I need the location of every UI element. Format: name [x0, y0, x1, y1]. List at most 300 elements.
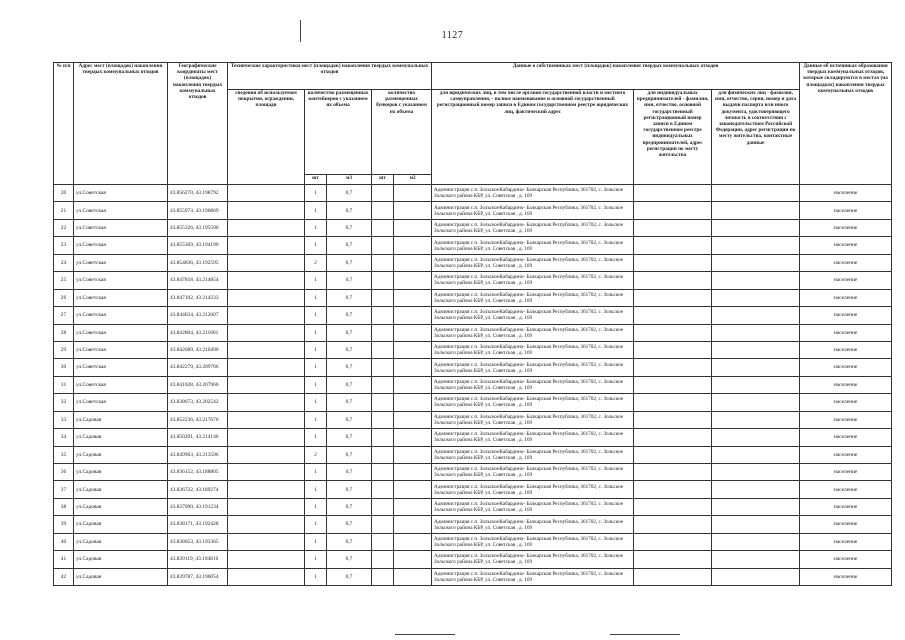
cell-bunker-volume	[394, 185, 432, 202]
cell-owner-legal: Администрация с.п. ЗольскоеКабардино- Балкарская Республика, 361702, с. Зольское Зольского района КБР, ул. Советская , д. 169	[432, 464, 634, 481]
cell-num: 23	[54, 237, 74, 254]
cell-bunker-volume	[394, 219, 432, 236]
cell-cover	[228, 429, 305, 446]
header-geo: Географические координаты мест (площадок) накопления твердых коммунальных отходов	[168, 63, 228, 185]
cell-owner-ip	[634, 411, 712, 428]
cell-bunker-volume	[394, 394, 432, 411]
cell-bunker-volume	[394, 324, 432, 341]
cell-bunker-volume	[394, 341, 432, 358]
cell-cover	[228, 219, 305, 236]
cell-bunker-count	[372, 411, 394, 428]
cell-cover	[228, 202, 305, 219]
cell-address: ул.Советская	[74, 289, 168, 306]
cell-bunker-volume	[394, 446, 432, 463]
cell-cover	[228, 481, 305, 498]
cell-cover	[228, 324, 305, 341]
cell-bunker-volume	[394, 429, 432, 446]
cell-num: 26	[54, 289, 74, 306]
cell-num: 41	[54, 551, 74, 568]
cell-geo: 43.849963, 43.213596	[168, 446, 228, 463]
cell-owner-ip	[634, 394, 712, 411]
cell-container-volume: 0,7	[327, 411, 372, 428]
cell-container-volume: 0,7	[327, 516, 372, 533]
cell-cover	[228, 533, 305, 550]
cell-bunker-count	[372, 324, 394, 341]
cell-bunker-count	[372, 341, 394, 358]
cell-source: население	[800, 429, 892, 446]
cell-source: население	[800, 307, 892, 324]
cell-owner-legal: Администрация с.п. ЗольскоеКабардино- Балкарская Республика, 361702, с. Зольское Зольского района КБР, ул. Советская , д. 169	[432, 446, 634, 463]
cell-owner-person	[712, 481, 800, 498]
unit-m3: м3	[327, 175, 372, 185]
cell-container-count: 1	[305, 376, 327, 393]
cell-owner-legal: Администрация с.п. ЗольскоеКабардино- Балкарская Республика, 361702, с. Зольское Зольского района КБР, ул. Советская , д. 169	[432, 185, 634, 202]
cell-geo: 43.854836, 43.192595	[168, 254, 228, 271]
cell-owner-ip	[634, 376, 712, 393]
cell-num: 21	[54, 202, 74, 219]
cell-source: население	[800, 341, 892, 358]
cell-geo: 43.856270, 43.198792	[168, 185, 228, 202]
cell-cover	[228, 446, 305, 463]
cell-address: ул.Советская	[74, 185, 168, 202]
cell-address: ул.Садовая	[74, 481, 168, 498]
cell-container-count: 1	[305, 464, 327, 481]
table-row	[54, 254, 892, 271]
header-person: для физических лиц - фамилия, имя, отчество, серия, номер и дата выдачи паспорта или иного документа, удостоверяющего личность в соответствии с законодательством Российской Федерации, адрес регистрации по месту жительства, контактные данные	[712, 90, 800, 185]
header-sources: Данные об источниках образования твердых коммунальных отходов, которые складируются в местах (на площадках) накопления твердых коммунальных отходов	[800, 63, 892, 185]
cell-address: ул.Садовая	[74, 551, 168, 568]
cell-address: ул.Советская	[74, 202, 168, 219]
cell-num: 29	[54, 341, 74, 358]
table-row	[54, 219, 892, 236]
cell-bunker-count	[372, 359, 394, 376]
cell-bunker-volume	[394, 516, 432, 533]
cell-source: население	[800, 533, 892, 550]
cell-cover	[228, 272, 305, 289]
cell-bunker-count	[372, 237, 394, 254]
cell-address: ул.Советская	[74, 324, 168, 341]
cell-geo: 43.838653, 43.193365	[168, 533, 228, 550]
cell-geo: 43.839119, 43.194810	[168, 551, 228, 568]
header-num: № п/п	[54, 63, 74, 185]
cell-owner-ip	[634, 254, 712, 271]
cell-num: 30	[54, 359, 74, 376]
cell-geo: 43.841028, 43.207966	[168, 376, 228, 393]
cell-owner-person	[712, 533, 800, 550]
table-row	[54, 359, 892, 376]
cell-bunker-count	[372, 516, 394, 533]
cell-address: ул.Советская	[74, 341, 168, 358]
cell-num: 37	[54, 481, 74, 498]
cell-address: ул.Советская	[74, 254, 168, 271]
cell-address: ул.Советская	[74, 219, 168, 236]
cell-owner-legal: Администрация с.п. ЗольскоеКабардино- Балкарская Республика, 361702, с. Зольское Зольского района КБР, ул. Советская , д. 169	[432, 429, 634, 446]
cell-num: 20	[54, 185, 74, 202]
table-row	[54, 411, 892, 428]
header-tech: Технические характеристики мест (площадок) накопления твердых коммунальных отходов	[228, 63, 432, 90]
cell-cover	[228, 307, 305, 324]
cell-source: население	[800, 568, 892, 585]
cell-container-volume: 0,7	[327, 272, 372, 289]
table-row	[54, 376, 892, 393]
header-cover: сведения об используемом покрытии, ограждении, площади	[228, 90, 305, 185]
cell-owner-ip	[634, 341, 712, 358]
cell-num: 27	[54, 307, 74, 324]
cell-source: население	[800, 324, 892, 341]
cell-source: население	[800, 446, 892, 463]
cell-cover	[228, 341, 305, 358]
cell-owner-person	[712, 359, 800, 376]
cell-bunker-volume	[394, 237, 432, 254]
cell-geo: 43.855973, 43.196869	[168, 202, 228, 219]
cell-source: население	[800, 219, 892, 236]
cell-owner-ip	[634, 359, 712, 376]
cell-source: население	[800, 464, 892, 481]
cell-owner-ip	[634, 533, 712, 550]
cell-source: население	[800, 272, 892, 289]
cell-num: 31	[54, 376, 74, 393]
cell-bunker-count	[372, 289, 394, 306]
header-owner: Данные о собственниках мест (площадок) накопления твердых коммунальных отходов	[432, 63, 800, 90]
cell-bunker-volume	[394, 359, 432, 376]
table-row	[54, 341, 892, 358]
cell-owner-person	[712, 376, 800, 393]
cell-owner-ip	[634, 237, 712, 254]
cell-address: ул.Советская	[74, 237, 168, 254]
cell-address: ул.Садовая	[74, 568, 168, 585]
cell-address: ул.Садовая	[74, 516, 168, 533]
cell-owner-legal: Администрация с.п. ЗольскоеКабардино- Балкарская Республика, 361702, с. Зольское Зольского района КБР, ул. Советская , д. 169	[432, 551, 634, 568]
cell-bunker-volume	[394, 481, 432, 498]
table-row	[54, 516, 892, 533]
cell-bunker-count	[372, 551, 394, 568]
cell-owner-legal: Администрация с.п. ЗольскоеКабардино- Балкарская Республика, 361702, с. Зольское Зольского района КБР, ул. Советская , д. 169	[432, 307, 634, 324]
table-row	[54, 272, 892, 289]
cell-owner-ip	[634, 464, 712, 481]
cell-container-volume: 0,7	[327, 481, 372, 498]
cell-geo: 43.837090, 43.191234	[168, 498, 228, 515]
cell-owner-ip	[634, 481, 712, 498]
cell-owner-person	[712, 324, 800, 341]
cell-owner-ip	[634, 516, 712, 533]
cell-num: 25	[54, 272, 74, 289]
cell-container-count: 1	[305, 533, 327, 550]
cell-address: ул.Советская	[74, 272, 168, 289]
cell-source: население	[800, 516, 892, 533]
cell-geo: 43.847102, 43.214233	[168, 289, 228, 306]
cell-num: 39	[54, 516, 74, 533]
cell-owner-ip	[634, 202, 712, 219]
cell-geo: 43.842279, 43.209706	[168, 359, 228, 376]
cell-address: ул.Садовая	[74, 411, 168, 428]
cell-source: население	[800, 481, 892, 498]
cell-owner-legal: Администрация с.п. ЗольскоеКабардино- Балкарская Республика, 361702, с. Зольское Зольского района КБР, ул. Советская , д. 169	[432, 498, 634, 515]
cell-num: 32	[54, 394, 74, 411]
cell-cover	[228, 568, 305, 585]
cell-container-count: 2	[305, 446, 327, 463]
cell-cover	[228, 289, 305, 306]
cell-container-volume: 0,7	[327, 394, 372, 411]
cell-source: население	[800, 202, 892, 219]
cell-owner-legal: Администрация с.п. ЗольскоеКабардино- Балкарская Республика, 361702, с. Зольское Зольского района КБР, ул. Советская , д. 169	[432, 202, 634, 219]
cell-geo: 43.844634, 43.212607	[168, 307, 228, 324]
cell-bunker-volume	[394, 272, 432, 289]
unit-sht: шт	[372, 175, 394, 185]
cell-bunker-count	[372, 272, 394, 289]
cell-owner-legal: Администрация с.п. ЗольскоеКабардино- Балкарская Республика, 361702, с. Зольское Зольского района КБР, ул. Советская , д. 169	[432, 341, 634, 358]
scan-mark-bottom-left	[395, 634, 455, 635]
cell-container-count: 1	[305, 481, 327, 498]
cell-container-volume: 0,7	[327, 185, 372, 202]
cell-owner-person	[712, 394, 800, 411]
cell-owner-ip	[634, 498, 712, 515]
cell-owner-ip	[634, 289, 712, 306]
cell-bunker-volume	[394, 202, 432, 219]
table-row	[54, 568, 892, 585]
cell-owner-person	[712, 272, 800, 289]
cell-address: ул.Садовая	[74, 429, 168, 446]
table-row	[54, 237, 892, 254]
cell-owner-person	[712, 516, 800, 533]
cell-owner-ip	[634, 568, 712, 585]
cell-owner-person	[712, 341, 800, 358]
cell-bunker-volume	[394, 307, 432, 324]
cell-owner-legal: Администрация с.п. ЗольскоеКабардино- Балкарская Республика, 361702, с. Зольское Зольского района КБР, ул. Советская , д. 169	[432, 516, 634, 533]
cell-owner-legal: Администрация с.п. ЗольскоеКабардино- Балкарская Республика, 361702, с. Зольское Зольского района КБР, ул. Советская , д. 169	[432, 289, 634, 306]
header-containers: количество размещенных контейнеров с указанием их объема	[305, 90, 372, 175]
cell-bunker-count	[372, 429, 394, 446]
cell-container-volume: 0,7	[327, 219, 372, 236]
cell-bunker-count	[372, 533, 394, 550]
cell-bunker-count	[372, 481, 394, 498]
cell-container-count: 1	[305, 219, 327, 236]
cell-owner-legal: Администрация с.п. ЗольскоеКабардино- Балкарская Республика, 361702, с. Зольское Зольского района КБР, ул. Советская , д. 169	[432, 411, 634, 428]
cell-owner-person	[712, 237, 800, 254]
cell-owner-person	[712, 307, 800, 324]
cell-geo: 43.836722, 43.189274	[168, 481, 228, 498]
cell-container-volume: 0,7	[327, 376, 372, 393]
cell-owner-legal: Администрация с.п. ЗольскоеКабардино- Балкарская Республика, 361702, с. Зольское Зольского района КБР, ул. Советская , д. 169	[432, 568, 634, 585]
cell-geo: 43.842689, 43.210490	[168, 341, 228, 358]
table-row	[54, 551, 892, 568]
cell-address: ул.Садовая	[74, 446, 168, 463]
cell-source: население	[800, 359, 892, 376]
scan-mark-bottom-right	[610, 634, 680, 635]
unit-m3: м3	[394, 175, 432, 185]
cell-owner-legal: Администрация с.п. ЗольскоеКабардино- Балкарская Республика, 361702, с. Зольское Зольского района КБР, ул. Советская , д. 169	[432, 324, 634, 341]
cell-source: население	[800, 551, 892, 568]
cell-owner-ip	[634, 324, 712, 341]
cell-cover	[228, 516, 305, 533]
cell-bunker-count	[372, 219, 394, 236]
cell-num: 24	[54, 254, 74, 271]
page-number: 1127	[441, 30, 464, 41]
table-row	[54, 307, 892, 324]
cell-num: 33	[54, 411, 74, 428]
cell-bunker-count	[372, 376, 394, 393]
cell-owner-legal: Администрация с.п. ЗольскоеКабардино- Балкарская Республика, 361702, с. Зольское Зольского района КБР, ул. Советская , д. 169	[432, 359, 634, 376]
cell-bunker-count	[372, 498, 394, 515]
cell-geo: 43.852236, 43.217676	[168, 411, 228, 428]
cell-owner-legal: Администрация с.п. ЗольскоеКабардино- Балкарская Республика, 361702, с. Зольское Зольского района КБР, ул. Советская , д. 169	[432, 237, 634, 254]
cell-container-volume: 0,7	[327, 568, 372, 585]
cell-num: 38	[54, 498, 74, 515]
cell-owner-person	[712, 568, 800, 585]
cell-bunker-count	[372, 185, 394, 202]
cell-geo: 43.842804, 43.211601	[168, 324, 228, 341]
cell-owner-legal: Администрация с.п. ЗольскоеКабардино- Балкарская Республика, 361702, с. Зольское Зольского района КБР, ул. Советская , д. 169	[432, 272, 634, 289]
table-row	[54, 429, 892, 446]
cell-address: ул.Садовая	[74, 498, 168, 515]
cell-source: население	[800, 289, 892, 306]
cell-owner-ip	[634, 307, 712, 324]
cell-container-volume: 0,7	[327, 324, 372, 341]
cell-source: население	[800, 411, 892, 428]
cell-container-count: 1	[305, 516, 327, 533]
cell-cover	[228, 237, 305, 254]
cell-source: население	[800, 254, 892, 271]
cell-address: ул.Советская	[74, 359, 168, 376]
cell-cover	[228, 498, 305, 515]
cell-container-volume: 0,7	[327, 498, 372, 515]
cell-bunker-count	[372, 446, 394, 463]
cell-num: 36	[54, 464, 74, 481]
cell-owner-person	[712, 551, 800, 568]
table-body	[54, 185, 892, 586]
cell-container-volume: 0,7	[327, 359, 372, 376]
cell-source: население	[800, 185, 892, 202]
cell-container-volume: 0,7	[327, 341, 372, 358]
cell-container-volume: 0,7	[327, 289, 372, 306]
cell-num: 22	[54, 219, 74, 236]
cell-container-volume: 0,7	[327, 551, 372, 568]
cell-container-count: 1	[305, 272, 327, 289]
cell-source: население	[800, 376, 892, 393]
cell-owner-person	[712, 446, 800, 463]
cell-owner-person	[712, 464, 800, 481]
cell-container-count: 1	[305, 411, 327, 428]
cell-address: ул.Советская	[74, 307, 168, 324]
cell-owner-legal: Администрация с.п. ЗольскоеКабардино- Балкарская Республика, 361702, с. Зольское Зольского района КБР, ул. Советская , д. 169	[432, 254, 634, 271]
cell-geo: 43.838171, 43.192428	[168, 516, 228, 533]
cell-container-volume: 0,7	[327, 464, 372, 481]
cell-owner-person	[712, 202, 800, 219]
cell-owner-person	[712, 219, 800, 236]
cell-owner-person	[712, 429, 800, 446]
cell-bunker-volume	[394, 533, 432, 550]
cell-bunker-count	[372, 254, 394, 271]
cell-container-count: 1	[305, 185, 327, 202]
table-row	[54, 533, 892, 550]
cell-geo: 43.838673, 43.202542	[168, 394, 228, 411]
cell-container-count: 1	[305, 394, 327, 411]
cell-owner-person	[712, 185, 800, 202]
cell-container-count: 1	[305, 498, 327, 515]
cell-num: 42	[54, 568, 74, 585]
cell-address: ул.Садовая	[74, 464, 168, 481]
cell-container-count: 1	[305, 568, 327, 585]
table-row	[54, 446, 892, 463]
cell-container-count: 1	[305, 202, 327, 219]
cell-container-volume: 0,7	[327, 533, 372, 550]
cell-owner-legal: Администрация с.п. ЗольскоеКабардино- Балкарская Республика, 361702, с. Зольское Зольского района КБР, ул. Советская , д. 169	[432, 376, 634, 393]
cell-container-count: 1	[305, 551, 327, 568]
cell-container-volume: 0,7	[327, 254, 372, 271]
header-address: Адрес мест (площадок) накопления твердых коммунальных отходов	[74, 63, 168, 185]
cell-geo: 43.839787, 43.196054	[168, 568, 228, 585]
waste-sites-table	[53, 62, 892, 586]
cell-address: ул.Советская	[74, 394, 168, 411]
header-legal: для юридических лиц, в том числе органов государственной власти и местного самоуправления, - полное наименование и основной государственный регистрационный номер записи в Едином государственном реестре юридических лиц, фактический адрес	[432, 90, 634, 185]
cell-container-count: 1	[305, 324, 327, 341]
cell-container-count: 1	[305, 341, 327, 358]
cell-owner-legal: Администрация с.п. ЗольскоеКабардино- Балкарская Республика, 361702, с. Зольское Зольского района КБР, ул. Советская , д. 169	[432, 219, 634, 236]
header-ip: для индивидуальных предпринимателей - фамилия, имя, отчество, основной государственный регистрационный номер записи в Едином государственном реестре индивидуальных предпринимателей, адрес регистрации по месту жительства	[634, 90, 712, 185]
cell-source: население	[800, 498, 892, 515]
cell-cover	[228, 464, 305, 481]
table-row	[54, 394, 892, 411]
cell-geo: 43.847818, 43.214854	[168, 272, 228, 289]
cell-cover	[228, 185, 305, 202]
cell-cover	[228, 254, 305, 271]
cell-owner-ip	[634, 551, 712, 568]
cell-address: ул.Садовая	[74, 533, 168, 550]
cell-bunker-volume	[394, 551, 432, 568]
cell-cover	[228, 394, 305, 411]
cell-owner-ip	[634, 446, 712, 463]
cell-bunker-count	[372, 568, 394, 585]
cell-cover	[228, 551, 305, 568]
cell-owner-person	[712, 289, 800, 306]
table-row	[54, 464, 892, 481]
cell-owner-legal: Администрация с.п. ЗольскоеКабардино- Балкарская Республика, 361702, с. Зольское Зольского района КБР, ул. Советская , д. 169	[432, 481, 634, 498]
cell-container-volume: 0,7	[327, 446, 372, 463]
cell-geo: 43.855369, 43.194190	[168, 237, 228, 254]
cell-source: население	[800, 237, 892, 254]
cell-num: 35	[54, 446, 74, 463]
cell-bunker-volume	[394, 498, 432, 515]
cell-geo: 43.836152, 43.188805	[168, 464, 228, 481]
table-row	[54, 324, 892, 341]
cell-num: 28	[54, 324, 74, 341]
header-bunkers: количество размещенных бункеров с указанием их объема	[372, 90, 432, 175]
cell-owner-ip	[634, 429, 712, 446]
cell-bunker-count	[372, 307, 394, 324]
cell-container-count: 1	[305, 429, 327, 446]
cell-owner-person	[712, 498, 800, 515]
table-row	[54, 202, 892, 219]
cell-source: население	[800, 394, 892, 411]
cell-bunker-volume	[394, 254, 432, 271]
cell-geo: 43.850201, 43.214146	[168, 429, 228, 446]
cell-owner-legal: Администрация с.п. ЗольскоеКабардино- Балкарская Республика, 361702, с. Зольское Зольского района КБР, ул. Советская , д. 169	[432, 533, 634, 550]
cell-owner-person	[712, 411, 800, 428]
cell-container-count: 1	[305, 289, 327, 306]
cell-cover	[228, 376, 305, 393]
cell-cover	[228, 411, 305, 428]
cell-container-count: 2	[305, 254, 327, 271]
cell-owner-ip	[634, 185, 712, 202]
cell-geo: 43.855326, 43.195590	[168, 219, 228, 236]
cell-address: ул.Советская	[74, 376, 168, 393]
table-row	[54, 185, 892, 202]
cell-container-volume: 0,7	[327, 307, 372, 324]
cell-owner-person	[712, 254, 800, 271]
cell-bunker-volume	[394, 464, 432, 481]
table-row	[54, 289, 892, 306]
cell-bunker-volume	[394, 411, 432, 428]
cell-num: 34	[54, 429, 74, 446]
